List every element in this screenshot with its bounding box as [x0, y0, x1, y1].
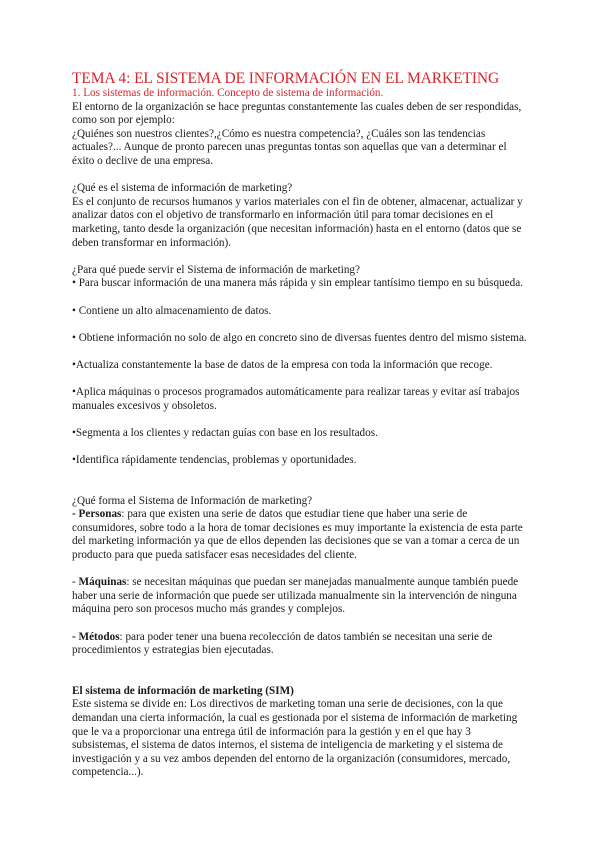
section-subtitle: 1. Los sistemas de información. Concepto de sistema de información. — [72, 87, 384, 99]
component-maquinas: - Máquinas: se necesitan máquinas que puedan ser manejadas manualmente aunque también puede haber una serie de información que puede ser utilizada manualmente sin la intervención de ninguna máquina pero son procesos mucho más grandes y complejos. — [72, 576, 519, 616]
component-personas: - Personas: para que existen una serie de datos que estudiar tiene que haber una serie de consumidores, sobre todo a la hora de tomar decisiones es muy importante la existencia de esta parte del marketing información ya que de ellos dependen las decisiones que se van a tomar a cerca de un producto para que pueda satisfacer esas necesidades del cliente. — [72, 508, 523, 561]
component-metodos: - Métodos: para poder tener una buena recolección de datos también se necesitan una serie de procedimientos y estrategias bien ejecutadas. — [72, 630, 493, 657]
bullet-item: • Para buscar información de una manera más rápida y sin emplear tantísimo tiempo en su búsqueda. — [72, 277, 523, 290]
sim-paragraph: Este sistema se divide en: Los directivos de marketing toman una serie de decisiones, con la que demandan una cierta información, la cual es gestionada por el sistema de información de marketing que le va a proporcionar una entrega útil de información para la gestión y en el que hay 3 subsistemas, el sistema de datos internos, el sistema de inteligencia de marketing y el sistema de investigación y a su vez ambos dependen del entorno de la organización (consumidores, mercado, competencia...). — [72, 698, 518, 779]
bullet-item: •Identifica rápidamente tendencias, problemas y oportunidades. — [72, 454, 357, 467]
question-components: ¿Qué forma el Sistema de Información de marketing? — [72, 494, 313, 507]
bullet-item: • Contiene un alto almacenamiento de datos. — [72, 304, 272, 317]
question-what-for: ¿Para qué puede servir el Sistema de información de marketing? — [72, 263, 360, 276]
bullet-item: •Actualiza constantemente la base de datos de la empresa con toda la información que recoge. — [72, 358, 493, 371]
bullet-item: • Obtiene información no solo de algo en concreto sino de diversas fuentes dentro del mismo sistema. — [72, 331, 527, 344]
intro-paragraph: El entorno de la organización se hace preguntas constantemente las cuales deben de ser respondidas, como son por ejemplo: — [72, 100, 522, 127]
answer-what-is: Es el conjunto de recursos humanos y varios materiales con el fin de obtener, almacenar, actualizar y analizar datos con el objetivo de transformarlo en información útil para tomar decisiones en el marketing, tanto desde la organización (que necesitan información) hasta en el entorno (datos que se deben transformar en información). — [72, 195, 523, 249]
component-term: Máquinas — [78, 576, 127, 589]
sim-heading: El sistema de información de marketing (SIM) — [72, 684, 294, 697]
bullet-item: •Segmenta a los clientes y redactan guías con base en los resultados. — [72, 426, 378, 439]
document-title: TEMA 4: EL SISTEMA DE INFORMACIÓN EN EL MARKETING — [72, 70, 500, 87]
question-what-is: ¿Qué es el sistema de información de marketing? — [72, 182, 293, 195]
intro-questions-paragraph: ¿Quiénes son nuestros clientes?,¿Cómo es nuestra competencia?, ¿Cuáles son las tendencias actuales?... Aunque de pronto parecen unas preguntas tontas son aquellas que van a determinar el éxito o declive de una empresa. — [72, 127, 507, 167]
component-term: Métodos — [78, 630, 120, 643]
component-term: Personas — [78, 508, 122, 521]
bullet-item: •Aplica máquinas o procesos programados automáticamente para realizar tareas y evitar así trabajos manuales excesivos y obsoletos. — [72, 386, 520, 412]
